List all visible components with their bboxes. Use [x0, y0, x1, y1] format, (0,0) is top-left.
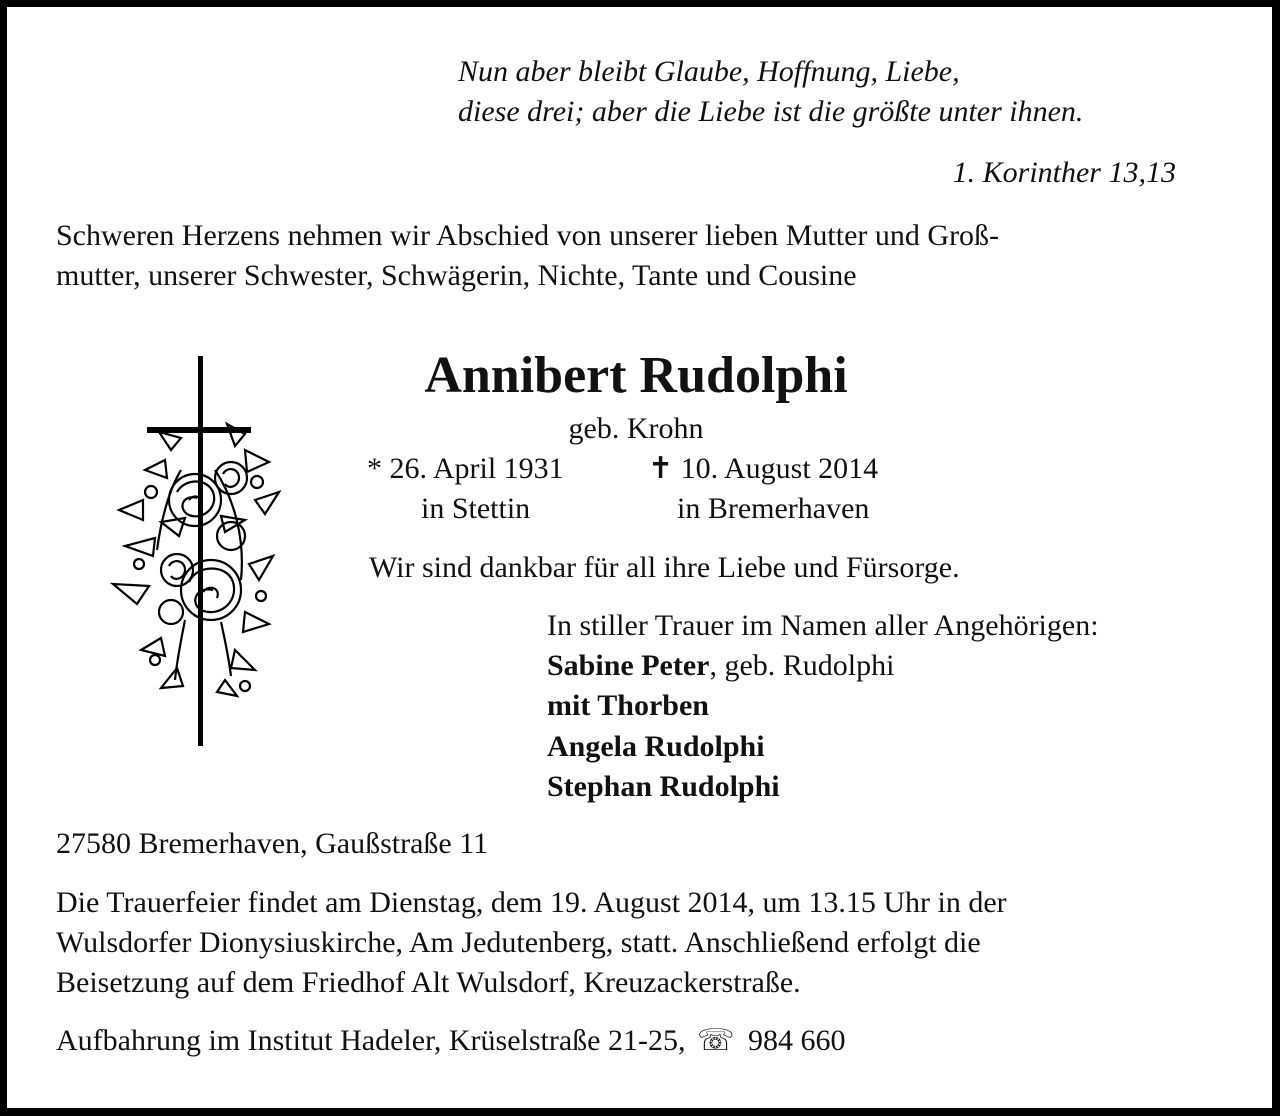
birth-place: in Stettin [421, 492, 531, 525]
telephone-icon: ☏ [696, 1024, 735, 1057]
deceased-name: Annibert Rudolphi [424, 347, 848, 404]
service-line-2: Wulsdorfer Dionysiuskirche, Am Jedutenberg, statt. Anschließend erfolgt die [56, 926, 981, 959]
quote-line-1: Nun aber bleibt Glaube, Hoffnung, Liebe, [458, 55, 960, 88]
mourner-3: Angela Rudolphi [547, 730, 765, 763]
mourner-4: Stephan Rudolphi [547, 770, 780, 803]
service-line-3: Beisetzung auf dem Friedhof Alt Wulsdorf, Kreuzackerstraße. [56, 966, 801, 999]
service-line-1: Die Trauerfeier findet am Dienstag, dem 19. August 2014, um 13.15 Uhr in der [56, 886, 1007, 919]
phone-number: 984 660 [748, 1024, 846, 1057]
thanks-line: Wir sind dankbar für all ihre Liebe und Fürsorge. [369, 551, 960, 584]
mourner-2: mit Thorben [547, 689, 709, 722]
death-place: in Bremerhaven [677, 492, 870, 525]
birth-date: * 26. April 1931 [367, 452, 564, 485]
viewing-prefix: Aufbahrung im Institut Hadeler, Krüselstraße 21-25, [56, 1024, 686, 1057]
death-date: ✝ 10. August 2014 [648, 452, 879, 485]
mourners-heading: In stiller Trauer im Namen aller Angehörigen: [547, 609, 1099, 642]
intro-line-1: Schweren Herzens nehmen wir Abschied von unserer lieben Mutter und Groß- [56, 219, 1000, 252]
family-address: 27580 Bremerhaven, Gaußstraße 11 [56, 827, 489, 860]
viewing-line [56, 1021, 846, 1061]
mourner-1-name: Sabine Peter [547, 649, 710, 682]
mourner-1 [547, 646, 894, 686]
quote-line-2: diese drei; aber die Liebe ist die größte unter ihnen. [458, 95, 1084, 128]
intro-line-2: mutter, unserer Schwester, Schwägerin, Nichte, Tante und Cousine [56, 259, 857, 292]
quote-source: 1. Korinther 13,13 [952, 156, 1176, 189]
mourner-1-maiden: , geb. Rudolphi [709, 649, 895, 682]
cross-with-flowers-icon [85, 350, 285, 750]
maiden-name: geb. Krohn [568, 412, 704, 445]
